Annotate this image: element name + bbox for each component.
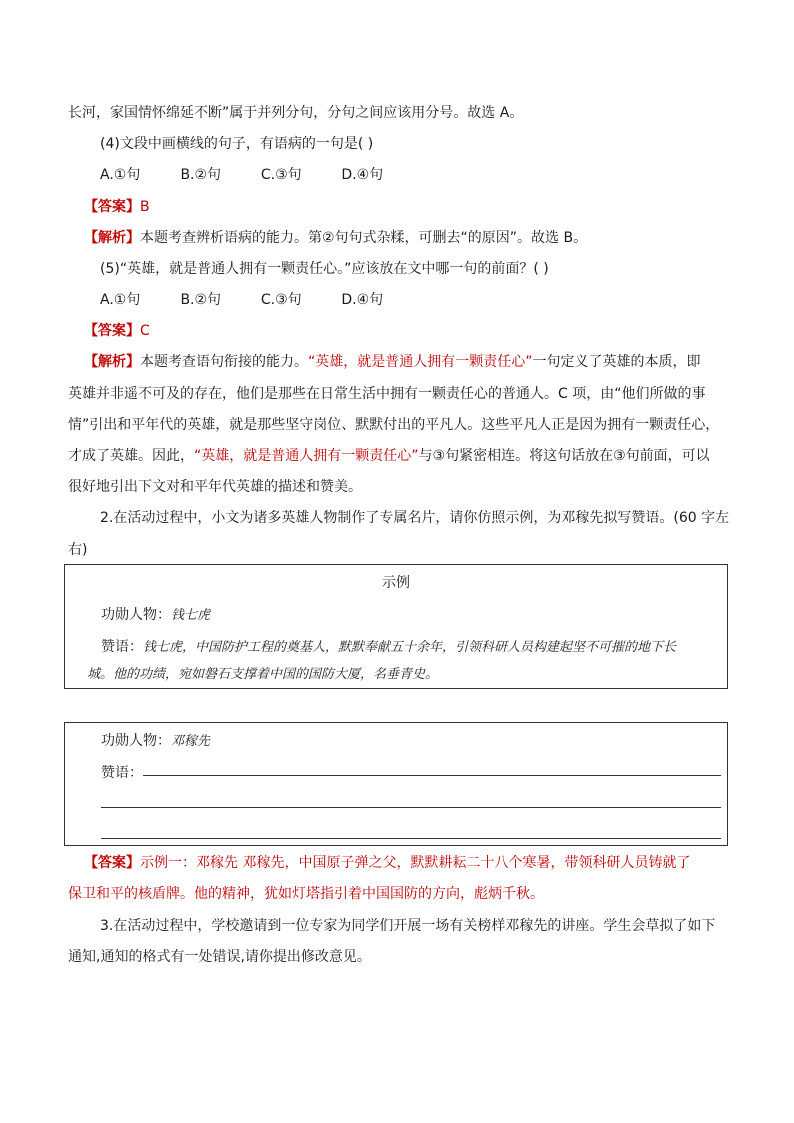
question-5: (5)“英雄，就是普通人拥有一颗责任心。”应该放在文中哪一句的前面？( ) (100, 261, 549, 277)
option-d: D.④句 (341, 167, 384, 183)
answer-line-3[interactable] (101, 838, 721, 839)
text-line: 长河，家国情怀绵延不断”属于并列分句，分句之间应该用分号。故选 A。 (68, 105, 524, 121)
option-b: B.②句 (180, 292, 222, 308)
option-a: A.①句 (100, 167, 141, 183)
answer-5: 【答案】C (84, 323, 150, 339)
answer-2-line-2: 保卫和平的核盾牌。他的精神，犹如灯塔指引着中国国防的方向，彪炳千秋。 (68, 886, 544, 902)
explanation-5-line-1: 【解析】本题考查语句衔接的能力。“英雄，就是普通人拥有一颗责任心”一句定义了英雄的本质，即 (84, 354, 701, 370)
option-d: D.④句 (341, 292, 384, 308)
example-praise-line-1: 赞语：钱七虎，中国防护工程的奠基人，默默奉献五十余年，引领科研人员构建起坚不可摧的地下长 (101, 639, 677, 655)
example-box (64, 564, 728, 689)
option-b: B.②句 (180, 167, 222, 183)
question-2-line-1: 2.在活动过程中，小文为诸多英雄人物制作了专属名片，请你仿照示例，为邓稼先拟写赞语。(60 字左 (100, 510, 730, 526)
explanation-5-line-4: 才成了英雄。因此，“英雄，就是普通人拥有一颗责任心”与③句紧密相连。将这句话放在③句前面，可以 (68, 448, 710, 464)
answer-person: 功勋人物：邓稼先 (101, 733, 211, 749)
explanation-4: 【解析】本题考查辨析语病的能力。第②句句式杂糅，可删去“的原因”。故选 B。 (84, 230, 588, 246)
answer-line-1[interactable] (143, 775, 721, 776)
explanation-5-line-3: 情”引出和平年代的英雄，就是那些坚守岗位、默默付出的平凡人。这些平凡人正是因为拥有一颗责任心， (68, 417, 720, 433)
example-praise-line-2: 城。他的功绩，宛如磐石支撑着中国的国防大厦，名垂青史。 (87, 667, 439, 682)
option-c: C.③句 (260, 292, 302, 308)
example-person: 功勋人物：钱七虎 (101, 607, 211, 623)
answer-line-2[interactable] (101, 807, 721, 808)
example-box-title: 示例 (382, 575, 410, 591)
explanation-5-line-2: 英雄并非遥不可及的存在，他们是那些在日常生活中拥有一颗责任心的普通人。C 项，由“他们所做的事 (68, 386, 706, 402)
question-4-options (100, 165, 732, 185)
question-4: (4)文段中画横线的句子，有语病的一句是( ) (100, 136, 374, 152)
answer-praise-label: 赞语： (101, 765, 143, 781)
question-3-line-1: 3.在活动过程中，学校邀请到一位专家为同学们开展一场有关榜样邓稼先的讲座。学生会草拟了如下 (100, 918, 716, 934)
answer-2-line-1: 【答案】示例一：邓稼先 邓稼先，中国原子弹之父，默默耕耘二十八个寒暑，带领科研人员铸就了 (84, 855, 691, 871)
question-2-line-2: 右) (68, 542, 88, 558)
explanation-5-line-5: 很好地引出下文对和平年代英雄的描述和赞美。 (68, 479, 362, 495)
option-c: C.③句 (260, 167, 302, 183)
question-5-options (100, 290, 732, 310)
option-a: A.①句 (100, 292, 141, 308)
answer-box (64, 722, 728, 846)
answer-4: 【答案】B (84, 199, 150, 215)
question-3-line-2: 通知,通知的格式有一处错误,请你提出修改意见。 (68, 949, 371, 965)
